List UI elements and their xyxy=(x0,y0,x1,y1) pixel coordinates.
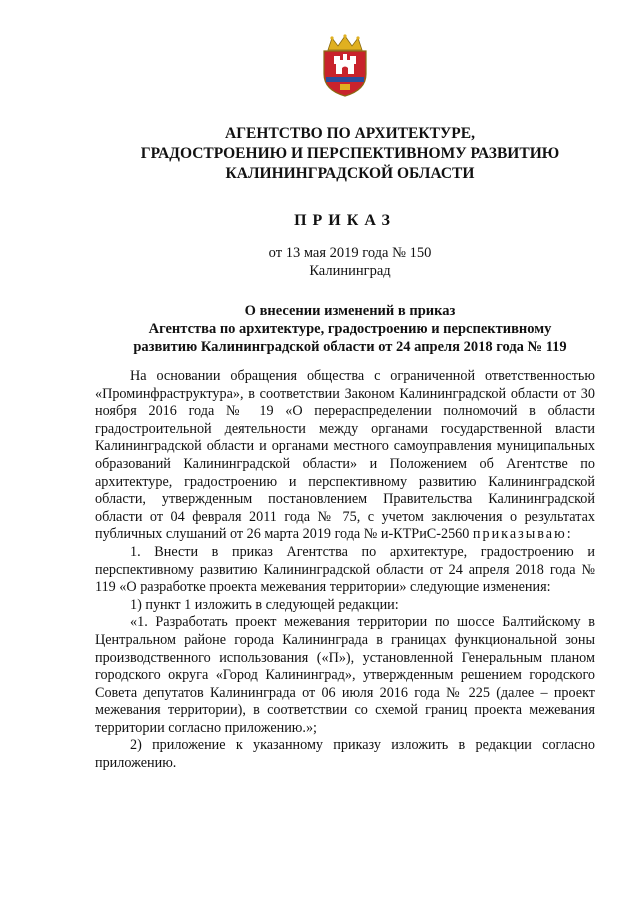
quoted-paragraph: «1. Разработать проект межевания территории по шоссе Балтийскому в Центральном районе города Калининграда в границах функциональной зоны производственного использования («П»), установленной Генеральным планом городского округа «Город Калининград», утвержденным решением городского Совета депутатов Калининграда от 06 июля 2016 года № 225 (далее – проект межевания территории), в соответствии со схемой границ проекта межевания территории согласно приложению.»; xyxy=(95,614,595,736)
agency-line-2: ГРАДОСТРОЕНИЮ И ПЕРСПЕКТИВНОМУ РАЗВИТИЮ xyxy=(140,145,560,162)
preamble-text: На основании обращения общества с ограниченной ответственностью «Проминфраструктура», в соответствии Законом Калининградской области от 30 ноября 2016 года № 19 «О перераспределении полномочий в области градостроительной деятельности между органами государственной власти Калининградской области и органами местного самоуправления муниципальных образований Калининградской области» и Положением об Агентстве по архитектуре, градостроению и перспективному развитию Калининградской области, утвержденным постановлением Правительства Калининградской области от 04 февраля 2011 года № 75, с учетом заключения о результатах публичных слушаний от 26 марта 2019 года № и-КТРиС-2560 xyxy=(95,368,595,543)
directive-word: приказываю: xyxy=(472,526,573,543)
order-meta xyxy=(80,244,620,280)
agency-line-3: КАЛИНИНГРАДСКОЙ ОБЛАСТИ xyxy=(225,165,475,182)
item-1: 1. Внести в приказ Агентства по архитектуре, градостроению и перспективному развитию Калининградской области от 24 апреля 2018 года № 119 «О разработке проекта межевания территории» следующие изменения: xyxy=(95,543,595,596)
order-body xyxy=(95,368,595,773)
subject-line-3: развитию Калининградской области от 24 апреля 2018 года № 119 xyxy=(133,339,567,355)
preamble-paragraph xyxy=(95,368,595,544)
agency-name xyxy=(80,124,620,184)
subject-line-1: О внесении изменений в приказ xyxy=(244,303,456,319)
order-city: Калининград xyxy=(309,263,391,279)
subject-line-2: Агентства по архитектуре, градостроению и перспективному xyxy=(148,321,552,337)
sub-item-1: 1) пункт 1 изложить в следующей редакции: xyxy=(130,596,399,613)
order-subject xyxy=(80,302,620,356)
sub-item-2: 2) приложение к указанному приказу изложить в редакции согласно приложению. xyxy=(95,737,595,772)
order-title: ПРИКАЗ xyxy=(294,212,396,229)
coat-of-arms-icon xyxy=(318,34,372,98)
order-date-number: от 13 мая 2019 года № 150 xyxy=(268,245,432,261)
agency-line-1: АГЕНТСТВО ПО АРХИТЕКТУРЕ, xyxy=(225,125,475,142)
